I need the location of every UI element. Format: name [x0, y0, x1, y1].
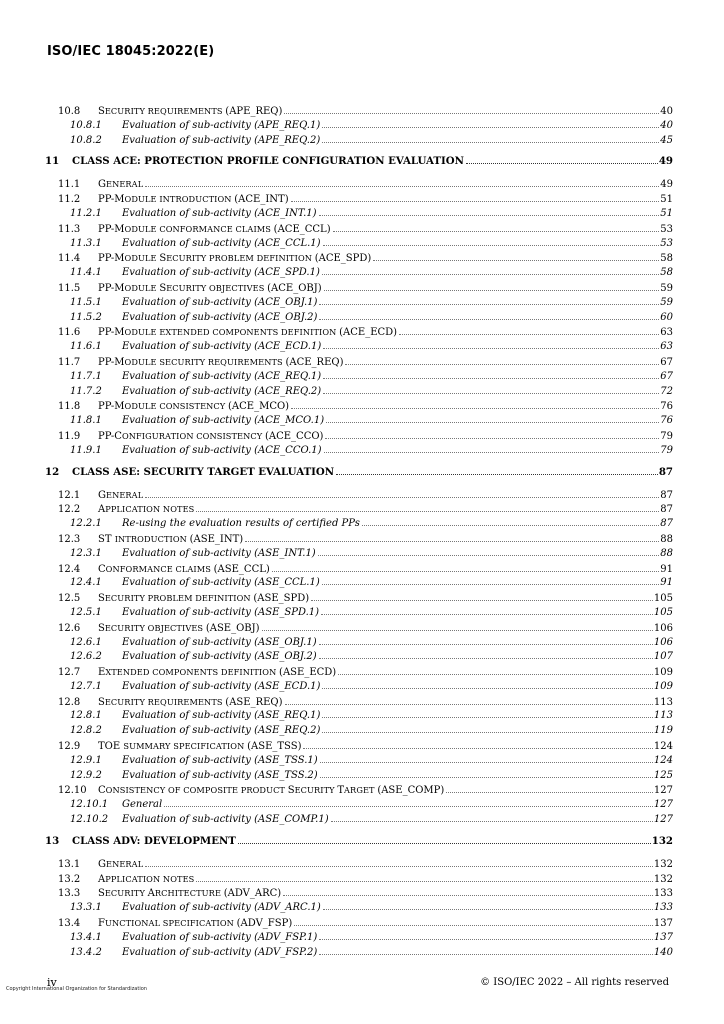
toc-entry-page: 40: [660, 119, 673, 131]
table-of-contents: [43, 104, 673, 960]
toc-entry[interactable]: [43, 621, 673, 636]
toc-entry[interactable]: [43, 636, 673, 651]
toc-entry[interactable]: [43, 296, 673, 311]
toc-entry-page: 91: [660, 577, 673, 589]
toc-entry-number: 11.6: [58, 327, 81, 339]
toc-entry-page: 53: [660, 237, 673, 249]
toc-leader-dots: [333, 230, 660, 232]
toc-entry-title: PP-MODULE SECURITY OBJECTIVES (ACE_OBJ): [98, 282, 322, 294]
toc-entry[interactable]: [43, 857, 673, 872]
toc-leader-dots: [238, 842, 651, 844]
toc-entry-number: 12.5: [58, 593, 81, 605]
toc-entry-title: EXTENDED COMPONENTS DEFINITION (ASE_ECD): [98, 667, 337, 679]
toc-leader-dots: [325, 437, 659, 439]
toc-entry[interactable]: [43, 414, 673, 429]
toc-entry-title: Evaluation of sub-activity (ACE_OBJ.1): [122, 296, 318, 308]
toc-leader-dots: [323, 392, 659, 394]
toc-entry[interactable]: [43, 872, 673, 887]
toc-leader-dots: [319, 214, 660, 216]
toc-entry-page: 59: [660, 282, 673, 294]
toc-leader-dots: [373, 259, 659, 261]
toc-entry[interactable]: [43, 547, 673, 562]
toc-entry-title: GENERAL: [98, 858, 144, 870]
toc-entry-page: 132: [653, 873, 673, 885]
toc-leader-dots: [291, 200, 660, 202]
toc-entry[interactable]: [43, 429, 673, 444]
toc-entry-title: Evaluation of sub-activity (ACE_CCO.1): [122, 444, 322, 456]
toc-entry-number: 13.2: [58, 873, 81, 885]
toc-entry[interactable]: [43, 177, 673, 192]
toc-entry-number: 10.8.1: [70, 119, 102, 131]
toc-entry-page: 76: [660, 401, 673, 413]
toc-entry-title: PP-MODULE CONSISTENCY (ACE_MCO): [98, 401, 290, 413]
toc-entry-number: 11.2: [58, 194, 81, 206]
toc-leader-dots: [294, 924, 653, 926]
toc-entry-number: 12.1: [58, 489, 81, 501]
toc-entry[interactable]: [43, 251, 673, 266]
toc-entry-title: TOE SUMMARY SPECIFICATION (ASE_TSS): [98, 741, 302, 753]
toc-entry-page: 106: [653, 636, 673, 648]
toc-entry-title: Evaluation of sub-activity (ACE_ECD.1): [122, 341, 322, 353]
toc-entry-title: Evaluation of sub-activity (ASE_COMP.1): [122, 814, 329, 826]
toc-entry-page: 88: [660, 533, 673, 545]
toc-entry-number: 12.7: [58, 667, 81, 679]
toc-entry-title: GENERAL: [98, 489, 144, 501]
toc-leader-dots: [322, 273, 659, 275]
toc-entry[interactable]: [43, 739, 673, 754]
toc-entry-number: 11.9.1: [70, 444, 102, 456]
toc-entry-number: 11.7.1: [70, 370, 102, 382]
toc-entry-title: Evaluation of sub-activity (APE_REQ.2): [122, 134, 321, 146]
toc-leader-dots: [322, 731, 653, 733]
toc-entry-title: Evaluation of sub-activity (ASE_REQ.2): [122, 725, 321, 737]
toc-entry-number: 11.4: [58, 253, 81, 265]
toc-entry[interactable]: [43, 355, 673, 370]
toc-entry[interactable]: [43, 916, 673, 931]
toc-leader-dots: [320, 761, 653, 763]
toc-entry-page: 49: [658, 155, 673, 168]
toc-entry[interactable]: [43, 532, 673, 547]
toc-entry-title: Evaluation of sub-activity (ACE_CCL.1): [122, 237, 321, 249]
toc-entry[interactable]: [43, 370, 673, 385]
toc-leader-dots: [323, 347, 659, 349]
toc-leader-dots: [338, 673, 653, 675]
toc-entry[interactable]: [43, 931, 673, 946]
toc-entry-page: 40: [660, 106, 673, 117]
toc-entry[interactable]: [43, 813, 673, 828]
toc-entry-number: 12.7.1: [70, 680, 102, 692]
toc-leader-dots: [303, 747, 652, 749]
toc-entry-number: 12.8.2: [70, 725, 102, 737]
toc-leader-dots: [319, 657, 653, 659]
toc-entry[interactable]: [43, 695, 673, 710]
toc-entry[interactable]: [43, 834, 673, 849]
toc-entry-page: 59: [660, 296, 673, 308]
toc-entry[interactable]: [43, 207, 673, 222]
toc-entry-title: Evaluation of sub-activity (ACE_OBJ.2): [122, 311, 318, 323]
toc-entry-page: 109: [653, 680, 673, 692]
toc-entry-number: 11.3.1: [70, 237, 102, 249]
toc-entry-title: Evaluation of sub-activity (APE_REQ.1): [122, 119, 321, 131]
toc-entry-title: Evaluation of sub-activity (ASE_INT.1): [122, 547, 316, 559]
toc-entry-number: 12.8.1: [70, 710, 102, 722]
toc-leader-dots: [326, 421, 659, 423]
toc-entry[interactable]: [43, 104, 673, 119]
toc-entry[interactable]: [43, 502, 673, 517]
toc-entry-page: 63: [660, 327, 673, 339]
toc-entry-number: 11.8.1: [70, 415, 102, 427]
toc-entry-number: 13.4.2: [70, 946, 102, 958]
toc-entry[interactable]: [43, 385, 673, 400]
toc-entry-page: 67: [660, 370, 673, 382]
toc-entry-number: 11.9: [58, 430, 81, 442]
toc-entry-title: General: [122, 799, 163, 811]
toc-entry-title: Evaluation of sub-activity (ASE_CCL.1): [122, 577, 320, 589]
toc-leader-dots: [466, 162, 658, 164]
toc-entry-page: 106: [653, 622, 673, 634]
toc-entry-page: 67: [660, 356, 673, 368]
toc-entry-page: 87: [658, 465, 673, 478]
toc-leader-dots: [324, 289, 660, 291]
toc-entry-page: 133: [653, 902, 673, 914]
toc-entry-title: CONSISTENCY OF COMPOSITE PRODUCT SECURITY TARGET (ASE_COMP): [98, 785, 445, 797]
toc-entry[interactable]: [43, 680, 673, 695]
toc-leader-dots: [323, 244, 660, 246]
toc-leader-dots: [362, 524, 659, 526]
toc-entry-number: 10.8: [58, 106, 81, 117]
toc-entry-number: 12.6.2: [70, 651, 102, 663]
toc-entry-title: Evaluation of sub-activity (ACE_REQ.1): [122, 370, 322, 382]
toc-entry-number: 13.3.1: [70, 902, 102, 914]
toc-entry-page: 137: [653, 931, 673, 943]
toc-entry[interactable]: [43, 154, 673, 169]
toc-entry-page: 58: [660, 253, 673, 265]
toc-entry-number: 11.4.1: [70, 267, 102, 279]
toc-entry-number: 11.5.1: [70, 296, 102, 308]
toc-entry-page: 132: [651, 834, 673, 847]
toc-entry-title: SECURITY ARCHITECTURE (ADV_ARC): [98, 888, 282, 900]
toc-leader-dots: [323, 908, 653, 910]
toc-leader-dots: [318, 554, 660, 556]
toc-entry-page: 107: [653, 651, 673, 663]
toc-entry-page: 125: [653, 769, 673, 781]
toc-entry-title: Evaluation of sub-activity (ACE_MCO.1): [122, 415, 325, 427]
toc-entry[interactable]: [43, 665, 673, 680]
toc-entry-page: 119: [653, 725, 673, 737]
toc-entry[interactable]: [43, 606, 673, 621]
toc-entry-number: 12.10.2: [70, 814, 109, 826]
toc-entry[interactable]: [43, 946, 673, 961]
toc-leader-dots: [323, 377, 659, 379]
toc-entry[interactable]: [43, 576, 673, 591]
toc-entry-page: 49: [660, 179, 673, 191]
toc-entry-number: 12.9.1: [70, 754, 102, 766]
toc-entry-page: 137: [653, 918, 673, 930]
toc-entry-number: 12.5.1: [70, 606, 102, 618]
toc-leader-dots: [322, 583, 660, 585]
toc-entry-title: Evaluation of sub-activity (ACE_REQ.2): [122, 385, 322, 397]
toc-entry-title: SECURITY REQUIREMENTS (APE_REQ): [98, 106, 283, 117]
toc-entry-number: 11.8: [58, 401, 81, 413]
toc-entry[interactable]: [43, 769, 673, 784]
toc-entry-title: Evaluation of sub-activity (ASE_OBJ.2): [122, 651, 317, 663]
toc-entry-title: Evaluation of sub-activity (ASE_ECD.1): [122, 680, 321, 692]
toc-leader-dots: [262, 629, 653, 631]
toc-entry-title: Evaluation of sub-activity (ADV_ARC.1): [122, 902, 321, 914]
toc-leader-dots: [164, 805, 653, 807]
toc-leader-dots: [320, 776, 653, 778]
toc-entry-number: 11.5: [58, 282, 81, 294]
toc-entry-title: PP-MODULE CONFORMANCE CLAIMS (ACE_CCL): [98, 223, 331, 235]
toc-entry-title: CLASS ACE: PROTECTION PROFILE CONFIGURATION EVALUATION: [72, 155, 464, 168]
toc-entry-page: 79: [660, 444, 673, 456]
toc-entry-page: 127: [653, 799, 673, 811]
toc-entry-title: Evaluation of sub-activity (ASE_TSS.2): [122, 769, 318, 781]
toc-entry-page: 113: [653, 710, 673, 722]
toc-entry[interactable]: [43, 724, 673, 739]
footer-page-number: iv: [47, 976, 57, 989]
toc-entry[interactable]: [43, 901, 673, 916]
toc-entry-title: PP-MODULE INTRODUCTION (ACE_INT): [98, 194, 289, 206]
toc-leader-dots: [324, 451, 660, 453]
toc-entry-number: 12.8: [58, 696, 81, 708]
toc-leader-dots: [319, 953, 653, 955]
toc-entry[interactable]: [43, 798, 673, 813]
toc-leader-dots: [322, 716, 653, 718]
toc-entry-page: 132: [653, 858, 673, 870]
toc-leader-dots: [196, 880, 653, 882]
toc-entry-number: 12.4: [58, 563, 81, 575]
toc-entry-page: 87: [660, 518, 673, 530]
toc-entry-title: SECURITY OBJECTIVES (ASE_OBJ): [98, 622, 260, 634]
toc-leader-dots: [284, 112, 659, 114]
toc-leader-dots: [319, 938, 653, 940]
toc-entry-page: 127: [653, 785, 673, 797]
toc-leader-dots: [272, 570, 660, 572]
toc-leader-dots: [145, 496, 659, 498]
toc-entry-page: 124: [653, 754, 673, 766]
toc-entry-title: SECURITY REQUIREMENTS (ASE_REQ): [98, 696, 283, 708]
toc-leader-dots: [145, 185, 659, 187]
toc-entry-number: 12.2.1: [70, 518, 102, 530]
toc-leader-dots: [283, 894, 653, 896]
toc-entry-page: 79: [660, 430, 673, 442]
toc-entry-number: 12.6: [58, 622, 81, 634]
toc-entry-title: SECURITY PROBLEM DEFINITION (ASE_SPD): [98, 593, 310, 605]
toc-entry-page: 45: [660, 134, 673, 146]
toc-entry[interactable]: [43, 444, 673, 459]
toc-entry-page: 127: [653, 814, 673, 826]
toc-entry[interactable]: [43, 562, 673, 577]
toc-entry-title: CONFORMANCE CLAIMS (ASE_CCL): [98, 563, 270, 575]
toc-entry-title: Evaluation of sub-activity (ASE_SPD.1): [122, 606, 320, 618]
toc-entry[interactable]: [43, 591, 673, 606]
toc-entry-title: Evaluation of sub-activity (ACE_SPD.1): [122, 267, 320, 279]
toc-entry-page: 63: [660, 341, 673, 353]
toc-entry-number: 13.4.1: [70, 931, 102, 943]
toc-entry-number: 12.9.2: [70, 769, 102, 781]
document-header-title: ISO/IEC 18045:2022(E): [47, 44, 215, 59]
toc-entry-title: FUNCTIONAL SPECIFICATION (ADV_FSP): [98, 918, 293, 930]
toc-entry[interactable]: [43, 134, 673, 149]
toc-entry-number: 11.6.1: [70, 341, 102, 353]
toc-entry-page: 105: [653, 606, 673, 618]
toc-entry-number: 12.10.1: [70, 799, 109, 811]
toc-entry-number: 12.3: [58, 533, 81, 545]
toc-entry-title: CLASS ADV: DEVELOPMENT: [72, 834, 236, 847]
toc-entry[interactable]: [43, 222, 673, 237]
toc-entry-number: 11: [45, 155, 60, 168]
toc-entry-page: 105: [653, 593, 673, 605]
toc-entry-page: 51: [660, 207, 673, 219]
toc-leader-dots: [245, 540, 659, 542]
footer-small-print: Copyright International Organization for Standardization: [6, 986, 147, 992]
toc-leader-dots: [196, 510, 659, 512]
toc-entry-number: 11.7.2: [70, 385, 102, 397]
toc-entry-page: 113: [653, 696, 673, 708]
toc-entry-page: 109: [653, 667, 673, 679]
toc-entry-number: 12.2: [58, 504, 81, 516]
toc-entry-page: 87: [660, 504, 673, 516]
toc-leader-dots: [311, 599, 653, 601]
toc-leader-dots: [336, 473, 658, 475]
toc-leader-dots: [285, 703, 653, 705]
toc-entry-title: GENERAL: [98, 179, 144, 191]
toc-entry[interactable]: [43, 783, 673, 798]
toc-entry-page: 58: [660, 267, 673, 279]
toc-entry[interactable]: [43, 237, 673, 252]
toc-entry[interactable]: [43, 119, 673, 134]
toc-entry-title: Evaluation of sub-activity (ASE_REQ.1): [122, 710, 321, 722]
toc-entry-title: Evaluation of sub-activity (ADV_FSP.2): [122, 946, 318, 958]
toc-entry-page: 88: [660, 547, 673, 559]
toc-entry-number: 12.10: [58, 785, 87, 797]
toc-entry[interactable]: [43, 399, 673, 414]
toc-entry-title: PP-MODULE SECURITY REQUIREMENTS (ACE_REQ): [98, 356, 344, 368]
toc-leader-dots: [321, 613, 653, 615]
toc-entry-page: 60: [660, 311, 673, 323]
toc-entry-number: 12: [45, 465, 60, 478]
toc-leader-dots: [319, 318, 659, 320]
toc-entry[interactable]: [43, 192, 673, 207]
toc-entry-number: 13.1: [58, 858, 81, 870]
toc-entry[interactable]: [43, 517, 673, 532]
toc-entry-title: Evaluation of sub-activity (ASE_OBJ.1): [122, 636, 317, 648]
toc-leader-dots: [322, 141, 659, 143]
toc-entry-page: 124: [653, 741, 673, 753]
toc-entry-number: 11.3: [58, 223, 81, 235]
toc-leader-dots: [322, 126, 659, 128]
toc-entry-page: 133: [653, 888, 673, 900]
toc-entry-title: Evaluation of sub-activity (ACE_INT.1): [122, 207, 317, 219]
toc-entry-number: 11.1: [58, 179, 81, 191]
toc-entry-number: 12.6.1: [70, 636, 102, 648]
toc-entry-number: 11.2.1: [70, 207, 102, 219]
toc-entry[interactable]: [43, 709, 673, 724]
toc-entry-title: APPLICATION NOTES: [98, 504, 195, 516]
toc-entry-page: 53: [660, 223, 673, 235]
toc-entry-number: 13.4: [58, 918, 81, 930]
toc-entry-title: ST INTRODUCTION (ASE_INT): [98, 533, 244, 545]
toc-entry-number: 12.3.1: [70, 547, 102, 559]
toc-entry-title: PP-MODULE EXTENDED COMPONENTS DEFINITION (ACE_ECD): [98, 327, 398, 339]
toc-leader-dots: [345, 363, 659, 365]
toc-entry-page: 91: [660, 563, 673, 575]
toc-entry-page: 140: [653, 946, 673, 958]
toc-entry-number: 11.7: [58, 356, 81, 368]
toc-entry[interactable]: [43, 465, 673, 480]
toc-entry-number: 11.5.2: [70, 311, 102, 323]
toc-entry-title: Evaluation of sub-activity (ADV_FSP.1): [122, 931, 318, 943]
toc-entry-page: 76: [660, 415, 673, 427]
toc-entry[interactable]: [43, 311, 673, 326]
toc-leader-dots: [145, 865, 653, 867]
toc-entry-title: CLASS ASE: SECURITY TARGET EVALUATION: [72, 465, 335, 478]
toc-entry-title: Evaluation of sub-activity (ASE_TSS.1): [122, 754, 318, 766]
toc-leader-dots: [322, 687, 652, 689]
toc-entry[interactable]: [43, 886, 673, 901]
toc-entry-title: PP-MODULE SECURITY PROBLEM DEFINITION (ACE_SPD): [98, 253, 372, 265]
toc-entry-number: 13: [45, 834, 60, 847]
toc-entry-page: 51: [660, 194, 673, 206]
toc-entry-title: APPLICATION NOTES: [98, 873, 195, 885]
toc-entry[interactable]: [43, 325, 673, 340]
toc-entry-page: 72: [660, 385, 673, 397]
footer-copyright: © ISO/IEC 2022 – All rights reserved: [480, 977, 669, 988]
toc-leader-dots: [319, 303, 659, 305]
toc-entry-number: 12.4.1: [70, 577, 102, 589]
toc-entry[interactable]: [43, 266, 673, 281]
toc-leader-dots: [291, 407, 659, 409]
toc-entry[interactable]: [43, 281, 673, 296]
toc-entry-number: 13.3: [58, 888, 81, 900]
toc-entry[interactable]: [43, 340, 673, 355]
toc-entry-number: 10.8.2: [70, 134, 102, 146]
toc-entry-title: Re-using the evaluation results of certified PPs: [122, 518, 360, 530]
toc-entry[interactable]: [43, 754, 673, 769]
toc-leader-dots: [446, 791, 653, 793]
toc-leader-dots: [331, 820, 653, 822]
toc-entry-title: PP-CONFIGURATION CONSISTENCY (ACE_CCO): [98, 430, 324, 442]
toc-entry-number: 12.9: [58, 741, 81, 753]
toc-leader-dots: [319, 643, 653, 645]
toc-leader-dots: [399, 333, 659, 335]
toc-entry[interactable]: [43, 488, 673, 503]
toc-entry-page: 87: [660, 489, 673, 501]
toc-entry[interactable]: [43, 650, 673, 665]
